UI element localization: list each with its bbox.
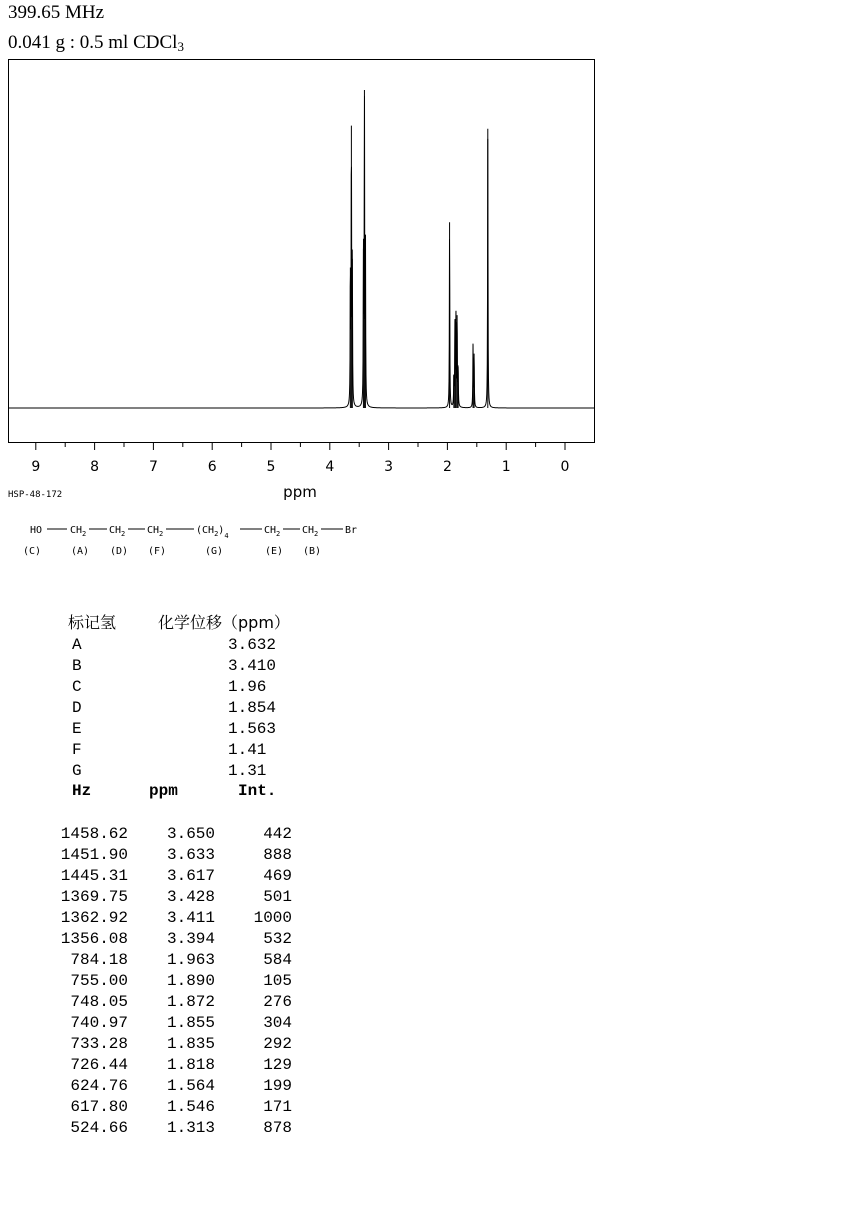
peak-int: 105 <box>263 972 292 990</box>
peak-int: 888 <box>263 846 292 864</box>
peak-hz: 624.76 <box>70 1077 128 1095</box>
peak-int: 469 <box>263 867 292 885</box>
assignment-shift: 1.96 <box>228 678 267 696</box>
peak-int: 304 <box>263 1014 292 1032</box>
assignment-header-shift: 化学位移（ppm） <box>158 613 290 632</box>
peak-ppm: 3.650 <box>166 825 215 843</box>
assignment-label: G <box>72 762 82 780</box>
peak-int: 442 <box>263 825 292 843</box>
peak-hz: 733.28 <box>70 1035 128 1053</box>
label-d: (D) <box>110 546 129 557</box>
spectrometer-frequency: 399.65 MHz <box>8 2 105 23</box>
peak-ppm: 1.818 <box>166 1056 215 1074</box>
peak-hz: 784.18 <box>70 951 128 969</box>
sample-text: 0.041 g : 0.5 ml CDCl <box>8 32 178 53</box>
x-tick-label: 7 <box>148 459 158 475</box>
x-tick-label: 9 <box>31 459 41 475</box>
peak-header-hz: Hz <box>72 782 92 800</box>
label-e: (E) <box>265 546 284 557</box>
peak-hz: 755.00 <box>70 972 128 990</box>
peak-ppm: 3.394 <box>166 930 215 948</box>
peak-int: 171 <box>263 1098 292 1116</box>
assignment-label: C <box>72 678 82 696</box>
peak-hz: 748.05 <box>70 993 128 1011</box>
peak-ppm: 1.890 <box>166 972 215 990</box>
x-tick-label: 6 <box>207 459 217 475</box>
peak-hz: 1451.90 <box>60 846 128 864</box>
assignment-shift: 1.31 <box>228 762 267 780</box>
peak-hz: 1445.31 <box>60 867 128 885</box>
peak-hz: 617.80 <box>70 1098 128 1116</box>
peak-int: 129 <box>263 1056 292 1074</box>
peak-hz: 1362.92 <box>60 909 128 927</box>
peak-int: 878 <box>263 1119 292 1137</box>
group-ch2-d: $CH_2$ <box>109 525 126 538</box>
peak-ppm: 3.617 <box>166 867 215 885</box>
assignment-shift: 3.410 <box>228 657 277 675</box>
x-tick-label: 4 <box>325 459 335 475</box>
label-a: (A) <box>71 546 90 557</box>
x-tick-label: 8 <box>90 459 100 475</box>
group-ch2-a: $CH_2$ <box>70 525 87 538</box>
label-g: (G) <box>205 546 224 557</box>
group-br: Br <box>345 525 358 536</box>
assignment-label: E <box>72 720 82 738</box>
peak-hz: 726.44 <box>70 1056 128 1074</box>
assignment-shift: 1.854 <box>228 699 277 717</box>
peak-header-int: Int. <box>238 782 277 800</box>
assignment-label: B <box>72 657 82 675</box>
assignment-header-label: 标记氢 <box>68 613 117 632</box>
group-ch2-b: $CH_2$ <box>302 525 319 538</box>
peak-ppm: 3.633 <box>166 846 215 864</box>
peak-ppm: 1.963 <box>166 951 215 969</box>
label-b: (B) <box>303 546 322 557</box>
label-f: (F) <box>148 546 167 557</box>
peak-ppm: 1.546 <box>166 1098 215 1116</box>
label-c: (C) <box>23 546 42 557</box>
peak-hz: 1356.08 <box>60 930 128 948</box>
assignment-shift: 3.632 <box>228 636 277 654</box>
spectrum-id: HSP-48-172 <box>8 490 63 500</box>
x-tick-label: 1 <box>501 459 511 475</box>
peak-hz: 1458.62 <box>60 825 128 843</box>
peak-ppm: 1.835 <box>166 1035 215 1053</box>
x-tick-label: 5 <box>266 459 276 475</box>
peak-hz: 740.97 <box>70 1014 128 1032</box>
peak-hz: 524.66 <box>70 1119 128 1137</box>
assignment-shift: 1.41 <box>228 741 267 759</box>
x-tick-label: 3 <box>384 459 394 475</box>
peak-ppm: 1.564 <box>166 1077 215 1095</box>
peak-ppm: 1.313 <box>166 1119 215 1137</box>
peak-int: 584 <box>263 951 292 969</box>
assignment-label: F <box>72 741 82 759</box>
peak-ppm: 1.855 <box>166 1014 215 1032</box>
assignment-shift: 1.563 <box>228 720 277 738</box>
group-ho: HO <box>30 525 43 536</box>
peak-hz: 1369.75 <box>60 888 128 906</box>
assignment-label: A <box>72 636 82 654</box>
x-axis-label: ppm <box>283 483 317 501</box>
x-tick-label: 2 <box>442 459 452 475</box>
peak-ppm: 3.428 <box>166 888 215 906</box>
peak-int: 532 <box>263 930 292 948</box>
x-tick-label: 0 <box>560 459 570 475</box>
peak-int: 276 <box>263 993 292 1011</box>
peak-int: 292 <box>263 1035 292 1053</box>
peak-int: 199 <box>263 1077 292 1095</box>
group-ch2-g: $(CH_2)_4$ <box>196 525 229 540</box>
peak-int: 501 <box>263 888 292 906</box>
sample-subscript: 3 <box>177 39 184 54</box>
peak-int: 1000 <box>253 909 292 927</box>
assignment-label: D <box>72 699 82 717</box>
peak-ppm: 3.411 <box>166 909 215 927</box>
peak-header-ppm: ppm <box>149 782 178 800</box>
group-ch2-e: $CH_2$ <box>264 525 281 538</box>
group-ch2-f: $CH_2$ <box>147 525 164 538</box>
peak-ppm: 1.872 <box>166 993 215 1011</box>
